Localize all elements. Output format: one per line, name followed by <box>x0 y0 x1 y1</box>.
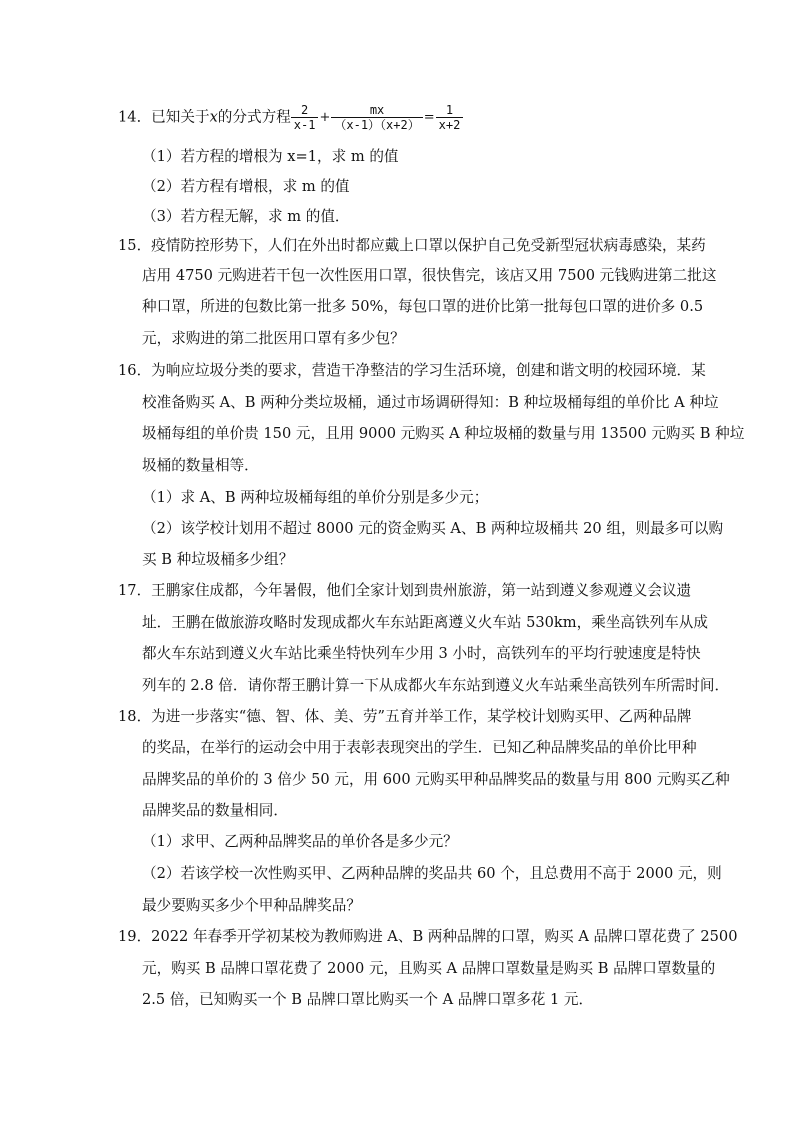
q17-line-2: 址．王鹏在做旅游攻略时发现成都火车东站距离遵义火车站 530km，乘坐高铁列车从成 <box>142 614 708 631</box>
question-number: 14． <box>118 108 152 126</box>
q18-line-3: 品牌奖品的单价的 3 倍少 50 元，用 600 元购买甲种品牌奖品的数量与用 800 元购买乙种 <box>142 771 730 788</box>
q16-sub2-b: 买 B 种垃圾桶多少组？ <box>142 551 294 568</box>
q16-line-1 <box>118 362 706 380</box>
q16-line-2: 校准备购买 A、B 两种分类垃圾桶，通过市场调研得知：B 种垃圾桶每组的单价比 A 种垃 <box>142 394 719 411</box>
plus-sign: + <box>319 109 331 125</box>
fraction-1 <box>291 103 319 132</box>
q17-line-4: 列车的 2.8 倍．请你帮王鹏计算一下从成都火车东站到遵义火车站乘坐高铁列车所需时间． <box>142 677 730 694</box>
equals-sign: = <box>423 109 435 125</box>
q18-text: 为进一步落实“德、智、体、美、劳”五育并举工作，某学校计划购买甲、乙两种品牌 <box>151 708 692 725</box>
question-number: 18． <box>118 708 152 725</box>
q18-line-2: 的奖品，在举行的运动会中用于表彰表现突出的学生．已知乙种品牌奖品的单价比甲种 <box>142 739 697 756</box>
fraction-2-denominator: （x-1）（x+2） <box>331 117 422 132</box>
q18-line-4: 品牌奖品的数量相同． <box>142 802 288 819</box>
q14-stem-text: 已知关于 <box>151 108 210 126</box>
question-number: 19． <box>118 928 152 945</box>
fraction-1-numerator: 2 <box>301 103 309 117</box>
q16-sub1: （1）求 A、B 两种垃圾桶每组的单价分别是多少元； <box>142 489 489 506</box>
fraction-2 <box>331 103 422 132</box>
fraction-3 <box>436 103 464 132</box>
q16-sub2-a: （2）该学校计划用不超过 8000 元的资金购买 A、B 两种垃圾桶共 20 组，则最多可以购 <box>142 520 724 537</box>
q15-text: 疫情防控形势下，人们在外出时都应戴上口罩以保护自己免受新型冠状病毒感染，某药 <box>151 237 706 254</box>
fraction-3-denominator: x+2 <box>436 117 464 132</box>
q14-sub3: （3）若方程无解，求 m 的值． <box>142 208 350 225</box>
q15-line-2: 店用 4750 元购进若干包一次性医用口罩，很快售完，该店又用 7500 元钱购进第二批这 <box>142 267 717 284</box>
fraction-1-denominator: x-1 <box>291 117 319 132</box>
q14-sub1: （1）若方程的增根为 x=1，求 m 的值 <box>142 148 399 165</box>
question-number: 15． <box>118 237 152 254</box>
q19-line-1 <box>118 928 738 946</box>
q14-var-x: x <box>209 108 218 126</box>
q18-sub1: （1）求甲、乙两种品牌奖品的单价各是多少元？ <box>142 833 458 850</box>
q15-line-4: 元，求购进的第二批医用口罩有多少包？ <box>142 330 405 347</box>
q19-line-3: 2.5 倍，已知购买一个 B 品牌口罩比购买一个 A 品牌口罩多花 1 元． <box>142 991 594 1008</box>
q18-sub2-b: 最少要购买多少个甲种品牌奖品？ <box>142 897 361 914</box>
fraction-2-numerator: mx <box>369 103 385 117</box>
q14-stem <box>118 103 463 132</box>
q15-line-1 <box>118 237 706 255</box>
fraction-3-numerator: 1 <box>445 103 454 117</box>
q18-sub2-a: （2）若该学校一次性购买甲、乙两种品牌的奖品共 60 个，且总费用不高于 2000 元，则 <box>142 865 722 882</box>
question-number: 17． <box>118 582 152 599</box>
q17-text: 王鹏家住成都，今年暑假，他们全家计划到贵州旅游，第一站到遵义参观遵义会议遗 <box>151 582 692 599</box>
q16-line-4: 圾桶的数量相等． <box>142 457 259 474</box>
q19-text: 2022 年春季开学初某校为教师购进 A、B 两种品牌的口罩，购买 A 品牌口罩花费了 2500 <box>151 928 738 945</box>
q16-line-3: 圾桶每组的单价贵 150 元，且用 9000 元购买 A 种垃圾桶的数量与用 13500 元购买 B 种垃 <box>142 425 745 442</box>
q15-line-3: 种口罩，所进的包数比第一批多 50%，每包口罩的进价比第一批每包口罩的进价多 0.5 <box>142 298 704 315</box>
q18-line-1 <box>118 708 691 726</box>
question-number: 16． <box>118 362 152 379</box>
q17-line-3: 都火车东站到遵义火车站比乘坐特快列车少用 3 小时，高铁列车的平均行驶速度是特快 <box>142 645 701 662</box>
q19-line-2: 元，购买 B 品牌口罩花费了 2000 元，且购买 A 品牌口罩数量是购买 B 品牌口罩数量的 <box>142 960 716 977</box>
q16-text: 为响应垃圾分类的要求，营造干净整洁的学习生活环境，创建和谐文明的校园环境．某 <box>151 362 706 379</box>
q14-sub2: （2）若方程有增根，求 m 的值 <box>142 178 350 195</box>
q14-stem-text-2: 的分式方程 <box>217 108 291 126</box>
q17-line-1 <box>118 582 691 600</box>
